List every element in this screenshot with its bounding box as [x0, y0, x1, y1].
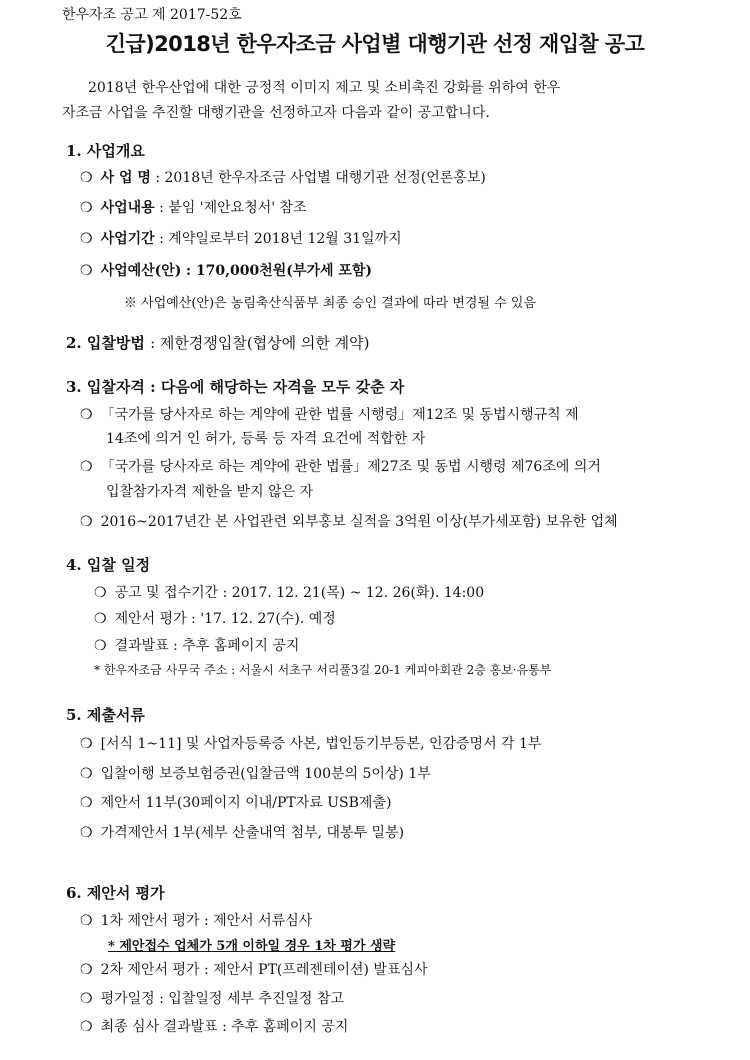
- s3-item-1-line-2: 14조에 의거 인 허가, 등록 등 자격 요건에 적합한 자: [106, 431, 426, 447]
- s3-item-1-line-1: ❍ 「국가를 당사자로 하는 계약에 관한 법률 시행령」제12조 및 동법시행규칙 제: [80, 407, 579, 423]
- s5-item-3: ❍ 제안서 11부(30페이지 이내/PT자료 USB제출): [80, 795, 392, 811]
- s6-item-1: ❍ 1차 제안서 평가 : 제안서 서류심사: [80, 913, 313, 929]
- intro-line-1: 2018년 한우산업에 대한 긍정적 이미지 제고 및 소비촉진 강화를 위하여 한우: [88, 80, 561, 96]
- section-2-heading: 2. 입찰방법: [66, 334, 145, 352]
- s5-item-1: ❍ [서식 1~11] 및 사업자등록증 사본, 법인등기부등본, 인감증명서 각 1부: [80, 736, 542, 752]
- s4-item-2: ❍ 제안서 평가 : '17. 12. 27(수). 예정: [94, 611, 336, 627]
- circle-bullet-icon: ❍: [80, 514, 93, 530]
- section-2: [66, 332, 370, 353]
- circle-bullet-icon: ❍: [94, 585, 107, 601]
- circle-bullet-icon: ❍: [80, 795, 93, 811]
- circle-bullet-icon: ❍: [80, 263, 93, 279]
- s3-item-2-line-2: 입찰참가자격 제한을 받지 않은 자: [106, 484, 314, 500]
- s5-item-2: ❍ 입찰이행 보증보험증권(입찰금액 100분의 5이상) 1부: [80, 766, 431, 782]
- s1-budget-note: ※ 사업예산(안)은 농림축산식품부 최종 승인 결과에 따라 변경될 수 있음: [124, 296, 536, 311]
- circle-bullet-icon: ❍: [80, 231, 93, 247]
- s3-item-2-line-1: ❍ 「국가를 당사자로 하는 계약에 관한 법률」제27조 및 동법 시행령 제76조에 의거: [80, 459, 601, 475]
- circle-bullet-icon: ❍: [80, 200, 93, 216]
- document-title: 긴급)2018년 한우자조금 사업별 대행기관 선정 재입찰 공고: [105, 32, 645, 56]
- intro-line-2: 자조금 사업을 추진할 대행기관을 선정하고자 다음과 같이 공고합니다.: [62, 105, 490, 121]
- s1-item-name: ❍ 사 업 명 : 2018년 한우자조금 사업별 대행기관 선정(언론홍보): [80, 170, 486, 186]
- s5-item-4: ❍ 가격제안서 1부(세부 산출내역 첨부, 대봉투 밀봉): [80, 825, 405, 841]
- s6-skip-note: * 제안접수 업체가 5개 이하일 경우 1차 평가 생략: [108, 939, 396, 954]
- s1-item-content: ❍ 사업내용 : 붙임 '제안요청서' 참조: [80, 200, 307, 216]
- section-1-heading: 1. 사업개요: [66, 142, 145, 160]
- intro-paragraph: [62, 76, 692, 126]
- circle-bullet-icon: ❍: [80, 170, 93, 186]
- circle-bullet-icon: ❍: [80, 736, 93, 752]
- s4-item-1: ❍ 공고 및 접수기간 : 2017. 12. 21(목) ~ 12. 26(화). 14:00: [94, 585, 485, 601]
- circle-bullet-icon: ❍: [80, 962, 93, 978]
- circle-bullet-icon: ❍: [80, 459, 93, 475]
- section-5-heading: 5. 제출서류: [66, 706, 145, 724]
- notice-number: 한우자조 공고 제 2017-52호: [62, 7, 242, 23]
- section-4-heading: 4. 입찰 일정: [66, 556, 151, 574]
- s1-item-period: ❍ 사업기간 : 계약일로부터 2018년 12월 31일까지: [80, 231, 402, 247]
- s4-address-note: * 한우자조금 사무국 주소 : 서울시 서초구 서리풀3길 20-1 케피아회관 2층 홍보·유통부: [94, 663, 552, 677]
- s3-item-3: ❍ 2016~2017년간 본 사업관련 외부홍보 실적을 3억원 이상(부가세포함) 보유한 업체: [80, 514, 618, 530]
- circle-bullet-icon: ❍: [80, 991, 93, 1007]
- circle-bullet-icon: ❍: [94, 638, 107, 654]
- s6-item-3: ❍ 평가일정 : 입찰일정 세부 추진일정 참고: [80, 991, 344, 1007]
- s6-item-4: ❍ 최종 심사 결과발표 : 추후 홈페이지 공지: [80, 1019, 349, 1035]
- circle-bullet-icon: ❍: [80, 825, 93, 841]
- s4-item-3: ❍ 결과발표 : 추후 홈페이지 공지: [94, 638, 300, 654]
- section-2-value: : 제한경쟁입찰(협상에 의한 계약): [150, 334, 370, 352]
- circle-bullet-icon: ❍: [80, 913, 93, 929]
- circle-bullet-icon: ❍: [80, 407, 93, 423]
- s1-item-budget: ❍ 사업예산(안) : 170,000천원(부가세 포함): [80, 263, 373, 279]
- section-3-heading: 3. 입찰자격 : 다음에 해당하는 자격을 모두 갖춘 자: [66, 378, 405, 396]
- circle-bullet-icon: ❍: [94, 611, 107, 627]
- section-6-heading: 6. 제안서 평가: [66, 884, 165, 902]
- s6-item-2: ❍ 2차 제안서 평가 : 제안서 PT(프레젠테이션) 발표심사: [80, 962, 428, 978]
- circle-bullet-icon: ❍: [80, 766, 93, 782]
- circle-bullet-icon: ❍: [80, 1019, 93, 1035]
